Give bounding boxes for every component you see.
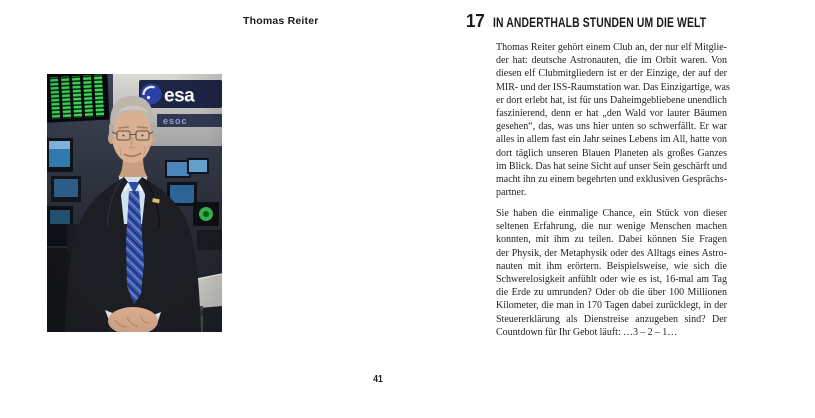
text-line: im Blick. Das hat seine Sicht auf unser Sein geschärft und [496, 160, 727, 172]
text-line: Steuererklärung als Dienstreise anzugeben sind? Der [496, 313, 727, 325]
text-line: Kilometer, die man in 170 Tagen dabei zurücklegt, in der [496, 300, 727, 312]
text-line: faszinierend, denn er hat „den Wald vor lauter Bäumen [496, 108, 727, 120]
chapter-header [466, 12, 782, 30]
paragraph [496, 207, 727, 339]
text-line: konnten, mit ihm zu teilen. Dabei können Sie Fragen [496, 234, 727, 246]
text-line: die Erde zu umrunden? Oder ob die über 100 Millionen [496, 287, 727, 299]
text-line: partner. [496, 187, 527, 199]
photo-vignette [47, 74, 222, 332]
photo-caption: Thomas Reiter [243, 15, 319, 27]
text-line: nauten mit ihm erörtern. Beispielsweise, wie sich die [496, 260, 727, 272]
photo-thomas-reiter [47, 74, 222, 332]
page-number: 41 [373, 374, 383, 385]
text-line: Thomas Reiter gehört einem Club an, der nur elf Mitglie- [496, 42, 727, 53]
text-line: dort täglich unseren Blauen Planeten als großes Ganzes [496, 147, 727, 159]
text-line: seltenen Erfahrung, die nur wenige Menschen machen [496, 221, 727, 233]
text-line: macht ihn zu einem begehrten und exklusiven Gesprächs- [496, 174, 727, 186]
text-line: der hat: deutsche Astronauten, die im Orbit waren. Von [496, 55, 727, 67]
text-line: der Physik, der Metaphysik oder des Alltags eines Astro- [496, 247, 727, 259]
chapter-number: 17 [466, 11, 485, 31]
text-line: er dort erlebt hat, ist für uns Daheimgebliebene unendlich [496, 94, 727, 106]
paragraph [496, 41, 730, 199]
body-text [496, 41, 730, 346]
chapter-title: IN ANDERTHALB STUNDEN UM DIE WELT [493, 14, 707, 30]
text-line: Schwerelosigkeit anfühlt oder wie es ist, 16-mal am Tag [496, 273, 727, 285]
text-line: gesehen“, das, was uns hier unten so schwerfällt. Er war [496, 121, 727, 133]
text-line: alles in allem fast ein Jahr seines Lebens im All, hatte von [496, 134, 727, 146]
text-line: MIR- und der ISS-Raumstation war. Das Einzigartige, was [496, 81, 730, 93]
text-line: diesen elf Clubmitgliedern ist er der Einzige, der auf der [496, 68, 727, 80]
control-room-photo [47, 74, 222, 332]
text-line: Sie haben die einmalige Chance, ein Stück von dieser [496, 207, 727, 219]
text-line: Countdown für Ihr Gebot läuft: …3 – 2 – 1… [496, 326, 678, 338]
